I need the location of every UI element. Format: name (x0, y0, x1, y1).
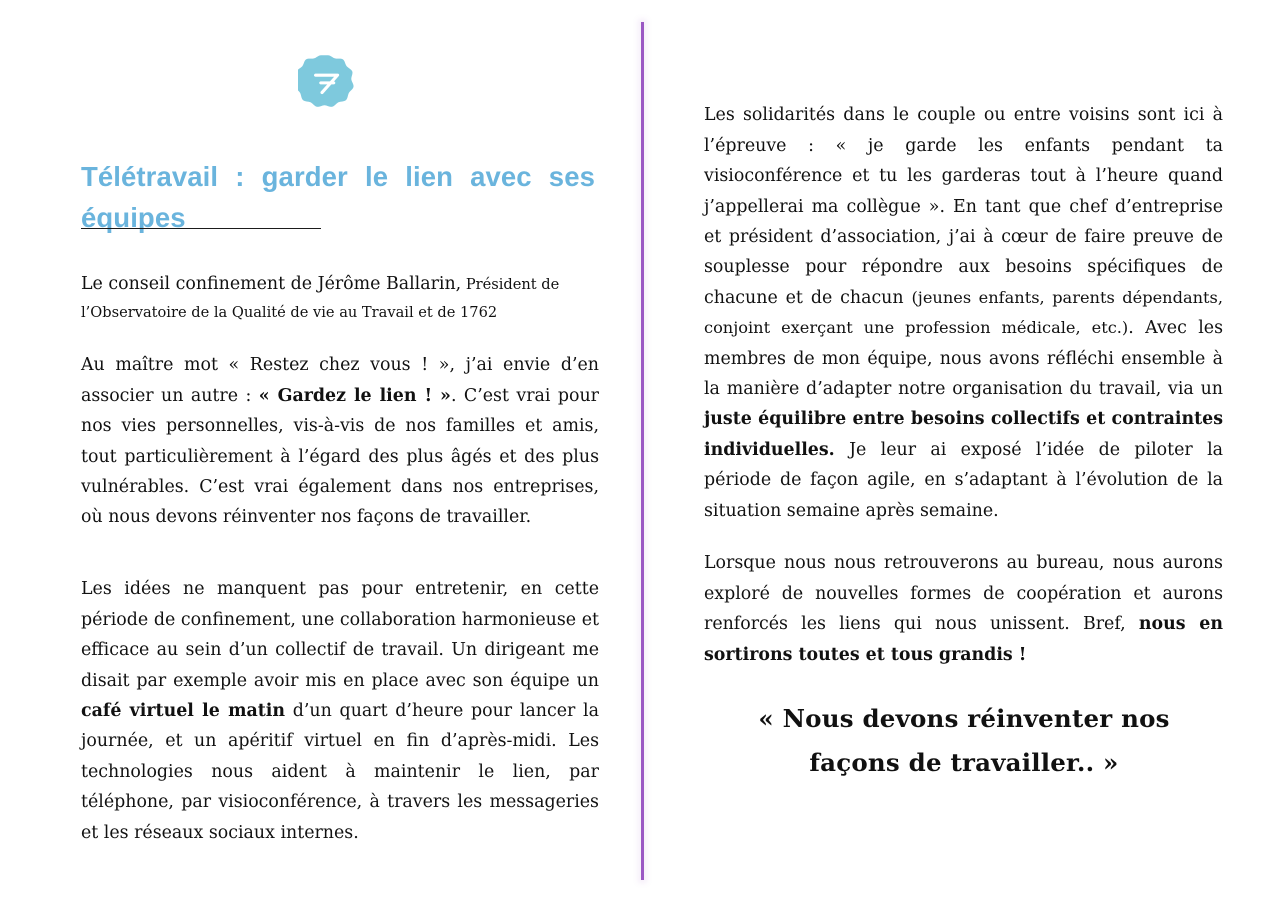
body-text-run: (jeunes enfants, parents dépendants, conjoint exerçant une profession médicale, etc.) (704, 287, 1223, 338)
emphasis-text: « Gardez le lien ! » (258, 385, 451, 406)
paragraph-3 (704, 100, 1223, 526)
body-text-run: Les idées ne manquent pas pour entretenir, en cette période de confinement, une collaboration harmonieuse et efficace au sein d’un collectif de travail. Un dirigeant me disait par exemple avoir mis en place avec son équipe un (81, 579, 599, 691)
paragraph-2 (81, 574, 599, 848)
paragraph-4 (704, 548, 1223, 670)
body-text-run: . C’est vrai pour nos vies personnelles, vis-à-vis de nos familles et amis, tout particulièrement à l’égard des plus âgés et des plus vulnérables. C’est vrai également dans nos entreprises, où nous devons réinventer nos façons de travailler. (81, 385, 599, 528)
body-text-run: Je leur ai exposé l’idée de piloter la période de façon agile, en s’adaptant à l’évolution de la situation semaine après semaine. (704, 439, 1223, 521)
title-underline-rule (81, 228, 321, 229)
pull-quote: « Nous devons réinventer nos façons de travailler.. » (758, 704, 1170, 777)
left-column (81, 0, 599, 903)
byline-lead: Le conseil confinement de Jérôme Ballarin, (81, 274, 462, 294)
byline (81, 270, 601, 326)
emphasis-text: nous en sortirons toutes et tous grandis ! (704, 614, 1223, 665)
body-text-run: . Avec les membres de mon équipe, nous avons réfléchi ensemble à la manière d’adapter notre organisation du travail, via un (704, 318, 1223, 400)
right-column (704, 0, 1223, 903)
body-text-run: d’un quart d’heure pour lancer la journée, et un apéritif virtuel en fin d’après-midi. Les technologies nous aident à maintenir le lien, par téléphone, par visioconférence, à travers les messageries et les réseaux sociaux internes. (81, 701, 599, 843)
byline-subtitle: Président de l’Observatoire de la Qualité de vie au Travail et de 1762 (81, 276, 560, 321)
body-text-run: Au maître mot « Restez chez vous ! », j’ai envie d’en associer un autre : (81, 355, 599, 406)
body-text-run: Lorsque nous nous retrouverons au bureau, nous aurons exploré de nouvelles formes de coopération et aurons renforcés les liens qui nous unissent. Bref, (704, 553, 1223, 635)
page-title: Télétravail : garder le lien avec ses équipes (81, 161, 595, 234)
body-text-run: Les solidarités dans le couple ou entre voisins sont ici à l’épreuve : « je garde les enfants pendant ta visioconférence et tu les garderas tout à l’heure quand j’appellerai ma collègue ». En tant que chef d’entreprise et président d’association, j’ai à cœur de faire preuve de souplesse pour répondre aux besoins spécifiques de chacune et de chacun (704, 105, 1223, 308)
paragraph-1 (81, 350, 599, 532)
column-divider (641, 22, 644, 880)
emphasis-text: juste équilibre entre besoins collectifs et contraintes individuelles. (704, 409, 1223, 460)
emphasis-text: café virtuel le matin (81, 701, 286, 722)
scalloped-badge-logo-icon (298, 53, 358, 115)
